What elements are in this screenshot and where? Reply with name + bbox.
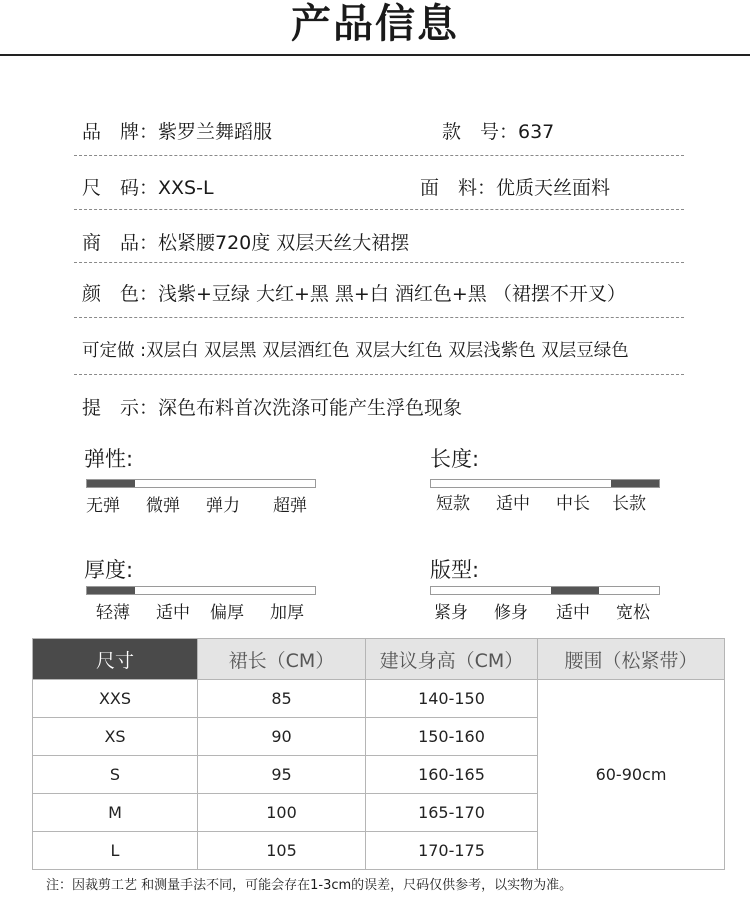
elasticity-scale [86, 479, 316, 488]
size-table-header [33, 639, 725, 680]
cell-size: XXS [33, 680, 198, 718]
header-waist: 腰围（松紧带） [538, 639, 725, 680]
dashed-divider [74, 262, 684, 263]
elasticity-option: 无弹 [86, 496, 120, 516]
info-fabric: 面 料：优质天丝面料 [420, 177, 611, 199]
fit-scale-fill [551, 587, 599, 594]
thickness-option: 轻薄 [96, 603, 130, 623]
dashed-divider [74, 155, 684, 156]
header-skirt-length: 裙长（CM） [198, 639, 366, 680]
cell-size: M [33, 794, 198, 832]
length-option: 短款 [436, 494, 470, 514]
info-style-number: 款 号：637 [442, 121, 555, 143]
cell-length: 100 [198, 794, 366, 832]
length-option: 长款 [612, 494, 646, 514]
elasticity-option: 超弹 [273, 496, 307, 516]
cell-waist: 60-90cm [538, 680, 725, 870]
disclaimer-note: 注：因裁剪工艺 和测量手法不同，可能会存在1-3cm的误差，尺码仅供参考，以实物为准。 [46, 878, 573, 893]
cell-size: S [33, 756, 198, 794]
dashed-divider [74, 374, 684, 375]
size-table [32, 638, 725, 870]
fit-option: 修身 [494, 603, 528, 623]
elasticity-scale-fill [87, 480, 135, 487]
thickness-scale-fill [87, 587, 135, 594]
fit-scale [430, 586, 660, 595]
cell-height: 170-175 [366, 832, 538, 870]
cell-height: 140-150 [366, 680, 538, 718]
fit-option: 紧身 [434, 603, 468, 623]
page-title: 产品信息 [291, 1, 459, 47]
fit-option: 宽松 [616, 603, 650, 623]
info-colors: 颜 色：浅紫+豆绿 大红+黑 黑+白 酒红色+黑 （裙摆不开叉） [82, 283, 626, 305]
cell-length: 90 [198, 718, 366, 756]
header-suggested-height: 建议身高（CM） [366, 639, 538, 680]
info-customizable: 可定做 :双层白 双层黑 双层酒红色 双层大红色 双层浅紫色 双层豆绿色 [82, 341, 629, 361]
info-product: 商 品：松紧腰720度 双层天丝大裙摆 [82, 232, 410, 254]
title-divider [0, 54, 750, 56]
cell-size: XS [33, 718, 198, 756]
cell-height: 160-165 [366, 756, 538, 794]
length-label: 长度: [430, 447, 480, 471]
thickness-option: 偏厚 [210, 603, 244, 623]
length-scale [430, 479, 660, 488]
header-size: 尺寸 [33, 639, 198, 680]
cell-size: L [33, 832, 198, 870]
elasticity-option: 弹力 [206, 496, 240, 516]
elasticity-label: 弹性: [84, 447, 134, 471]
length-option: 适中 [496, 494, 530, 514]
table-row [33, 680, 725, 718]
info-brand: 品 牌：紫罗兰舞蹈服 [82, 121, 273, 143]
cell-length: 105 [198, 832, 366, 870]
fit-label: 版型: [430, 558, 480, 582]
thickness-scale [86, 586, 316, 595]
dashed-divider [74, 317, 684, 318]
cell-length: 95 [198, 756, 366, 794]
cell-height: 165-170 [366, 794, 538, 832]
elasticity-option: 微弹 [146, 496, 180, 516]
dashed-divider [74, 209, 684, 210]
cell-length: 85 [198, 680, 366, 718]
fit-option: 适中 [556, 603, 590, 623]
length-scale-fill [611, 480, 659, 487]
info-size: 尺 码：XXS-L [82, 177, 214, 199]
thickness-label: 厚度: [84, 558, 134, 582]
length-option: 中长 [556, 494, 590, 514]
thickness-option: 适中 [156, 603, 190, 623]
thickness-option: 加厚 [270, 603, 304, 623]
info-tip: 提 示：深色布料首次洗涤可能产生浮色现象 [82, 397, 463, 419]
cell-height: 150-160 [366, 718, 538, 756]
